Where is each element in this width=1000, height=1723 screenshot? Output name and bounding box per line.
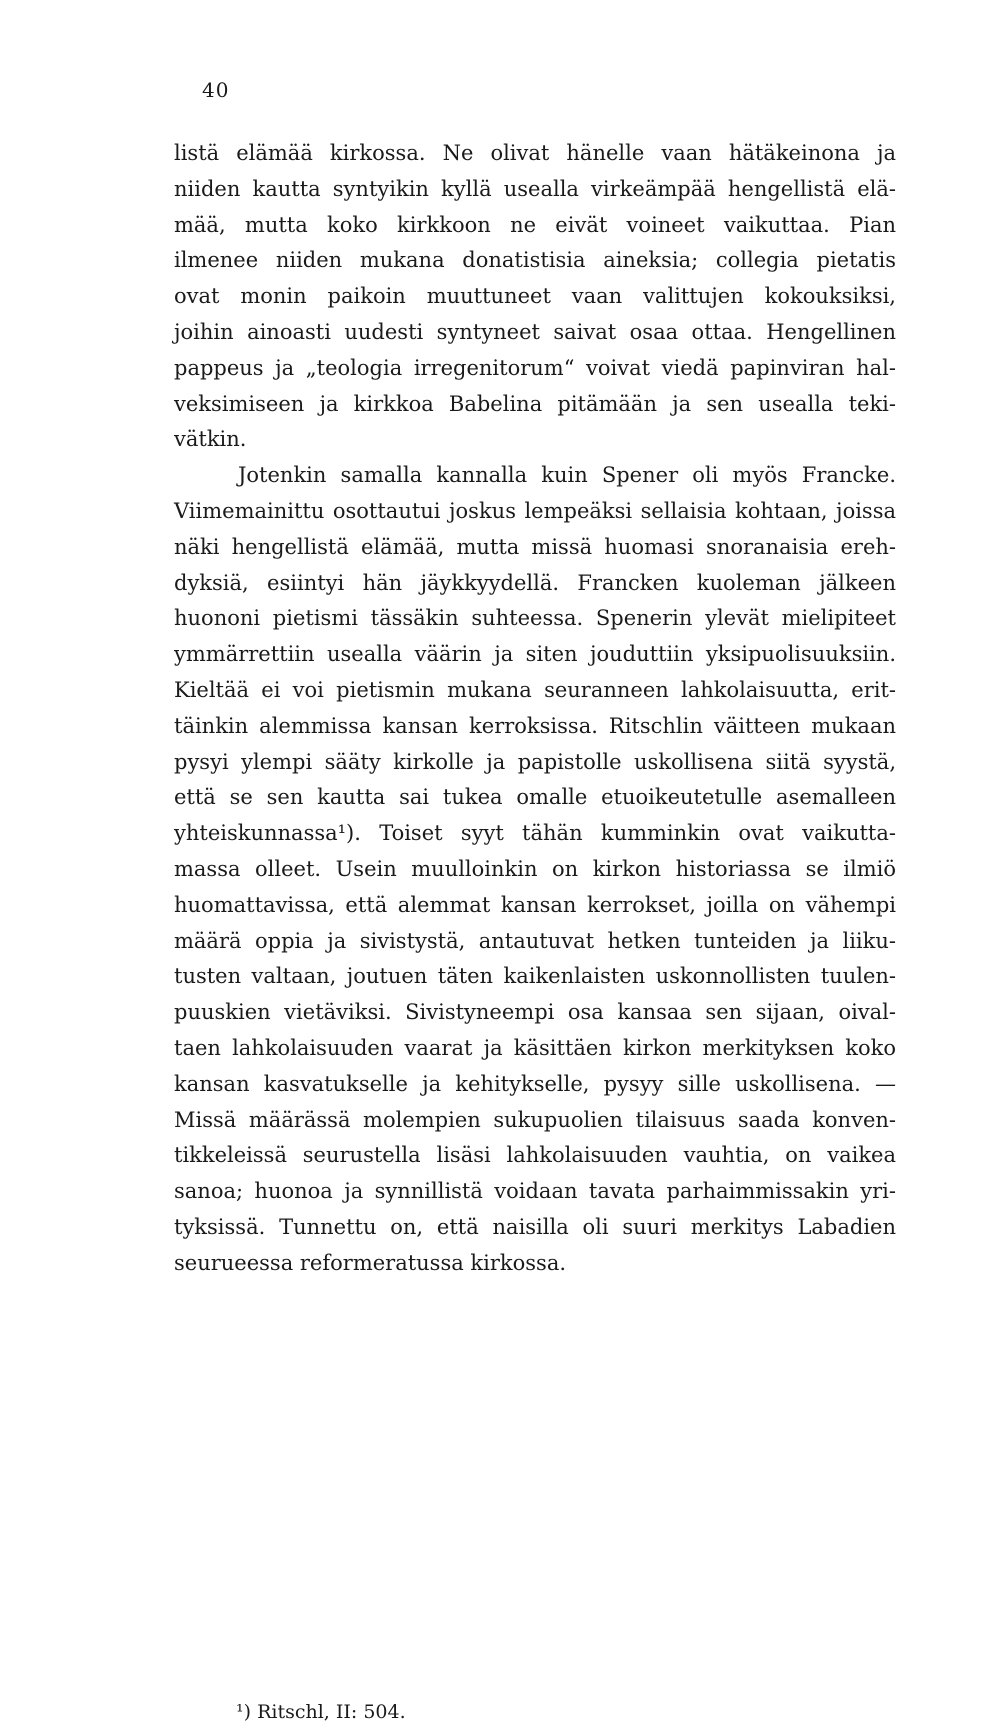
text-line: Jotenkin samalla kannalla kuin Spener oli myös Francke. (238, 463, 896, 488)
text-line: pysyi ylempi sääty kirkolle ja papistolle uskollisena siitä syystä, (174, 749, 896, 774)
footnote: ¹) Ritschl, II: 504. (236, 1701, 406, 1723)
text-line: määrä oppia ja sivistystä, antautuvat hetken tunteiden ja liiku- (174, 928, 896, 953)
text-line: ymmärrettiin usealla väärin ja siten jouduttiin yksipuolisuuksiin. (174, 642, 896, 667)
text-line: niiden kautta syntyikin kyllä usealla virkeämpää hengellistä elä- (174, 176, 896, 201)
text-line: Viimemainittu osottautui joskus lempeäksi sellaisia kohtaan, joissa (174, 498, 896, 523)
text-line: huononi pietismi tässäkin suhteessa. Spenerin ylevät mielipiteet (174, 606, 896, 631)
text-line: listä elämää kirkossa. Ne olivat hänelle vaan hätäkeinona ja (174, 141, 896, 165)
page-number: 40 (202, 78, 230, 102)
text-line: mää, mutta koko kirkkoon ne eivät voineet vaikuttaa. Pian (174, 212, 896, 237)
body-text (174, 136, 896, 1282)
text-line: sanoa; huonoa ja synnillistä voidaan tavata parhaimmissakin yri- (174, 1179, 896, 1204)
text-line: taen lahkolaisuuden vaarat ja käsittäen kirkon merkityksen koko (174, 1035, 896, 1060)
text-line: kansan kasvatukselle ja kehitykselle, pysyy sille uskollisena. — (174, 1071, 896, 1096)
text-line: vätkin. (174, 427, 247, 452)
text-line: näki hengellistä elämää, mutta missä huomasi snoranaisia ereh- (174, 534, 896, 559)
text-line: ilmenee niiden mukana donatistisia aineksia; collegia pietatis (174, 248, 896, 273)
text-line: huomattavissa, että alemmat kansan kerrokset, joilla on vähempi (174, 892, 896, 917)
text-line: täinkin alemmissa kansan kerroksissa. Ritschlin väitteen mukaan (174, 713, 896, 738)
text-line: veksimiseen ja kirkkoa Babelina pitämään ja sen usealla teki- (174, 391, 896, 416)
text-line: tikkeleissä seurustella lisäsi lahkolaisuuden vauhtia, on vaikea (174, 1143, 896, 1168)
text-line: tusten valtaan, joutuen täten kaikenlaisten uskonnollisten tuulen- (174, 964, 896, 989)
text-line: että se sen kautta sai tukea omalle etuoikeutetulle asemalleen (174, 785, 896, 810)
text-line: Missä määrässä molempien sukupuolien tilaisuus saada konven- (174, 1107, 896, 1132)
text-line: joihin ainoasti uudesti syntyneet saivat osaa ottaa. Hengellinen (174, 319, 896, 344)
text-line: ovat monin paikoin muuttuneet vaan valittujen kokouksiksi, (174, 284, 896, 309)
text-line: yhteiskunnassa¹). Toiset syyt tähän kumminkin ovat vaikutta- (174, 821, 896, 846)
text-line: dyksiä, esiintyi hän jäykkyydellä. Francken kuoleman jälkeen (174, 570, 896, 595)
text-line: puuskien vietäviksi. Sivistyneempi osa kansaa sen sijaan, oival- (174, 1000, 896, 1025)
text-line: massa olleet. Usein muulloinkin on kirkon historiassa se ilmiö (174, 856, 896, 881)
text-line: tyksissä. Tunnettu on, että naisilla oli suuri merkitys Labadien (174, 1214, 896, 1239)
text-line: seurueessa reformeratussa kirkossa. (174, 1250, 567, 1275)
text-line: pappeus ja „teologia irregenitorum“ voivat viedä papinviran hal- (174, 355, 896, 380)
text-line: Kieltää ei voi pietismin mukana seuranneen lahkolaisuutta, erit- (174, 677, 896, 702)
